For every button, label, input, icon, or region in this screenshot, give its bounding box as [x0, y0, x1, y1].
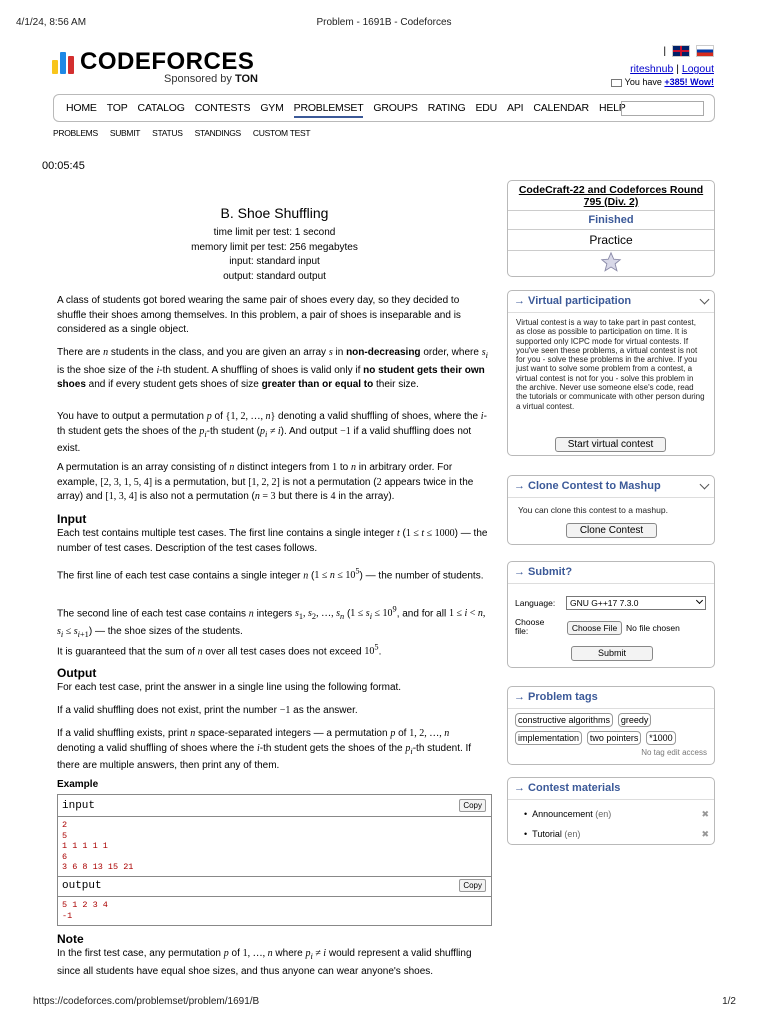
input-section-title: Input — [57, 512, 87, 526]
close-icon[interactable]: ✖ — [701, 809, 709, 819]
submit-button[interactable]: Submit — [571, 646, 653, 661]
nav-contests[interactable]: CONTESTS — [194, 102, 251, 114]
nav-home[interactable]: HOME — [66, 102, 97, 114]
copy-input-button[interactable]: Copy — [459, 799, 486, 812]
submit-title: → Submit? — [508, 562, 714, 584]
material-item[interactable]: • Tutorial (en) ✖ — [524, 829, 709, 839]
chevron-down-icon — [696, 597, 703, 604]
clone-contest-box — [507, 475, 715, 545]
messages-link[interactable]: +385! Wow! — [664, 77, 714, 87]
contest-materials-box — [507, 777, 715, 845]
user-area: | riteshnub | Logout You have +385! Wow! — [611, 45, 714, 87]
clone-contest-text: You can clone this contest to a mashup. — [518, 505, 668, 515]
sample-output-label: output — [62, 880, 102, 892]
contest-name-link[interactable]: CodeCraft-22 and Codeforces Round 795 (Div. 2) — [518, 184, 704, 208]
nav-gym[interactable]: GYM — [260, 102, 284, 114]
note-paragraph: In the first test case, any permutation p of 1, …, n where $p_i \ne i$ would represent a valid shuffling since all students have equal shoe sizes, and thus anyone can wear anyone's shoes. — [57, 948, 472, 977]
print-datetime: 4/1/24, 8:56 AM — [16, 17, 87, 28]
input-paragraph: Each test contains multiple test cases. The first line contains a single integer t (1 ≤ t ≤ 1000) — the number of test cases. Description of the test cases follows. — [57, 528, 488, 554]
virtual-participation-text: Virtual contest is a way to take part in past contest, as close as possible to participation on time. It is supported only ICPC mode for virtual contests. If you've seen these problems, a virtual contest is not for you - solve these problems in the archive. If you just want to solve some problem from a contest, a virtual contest is not for you - solve this problem in the archive. Never use someone else's code, read the tutorials or communicate with other person during a virtual contest. — [516, 318, 705, 411]
nav-groups[interactable]: GROUPS — [373, 102, 418, 114]
sample-output-text: 5 1 2 3 4 -1 — [62, 900, 108, 921]
sample-output-box — [57, 875, 492, 926]
start-virtual-contest-button[interactable]: Start virtual contest — [555, 437, 666, 452]
input-paragraph: The first line of each test case contains a single integer n $(1 \le n \le 10^5)$ — the number of students. — [57, 567, 484, 582]
problem-limits: time limit per test: 1 second memory limit per test: 256 megabytes input: standard input output: standard output — [191, 227, 358, 282]
favourite-star-icon[interactable] — [508, 251, 714, 275]
russian-flag-icon[interactable] — [696, 45, 714, 57]
choose-file-button[interactable]: Choose File — [567, 621, 622, 635]
nav-problemset[interactable]: PROBLEMSET — [294, 98, 364, 118]
practice-link[interactable]: Practice — [508, 230, 714, 251]
note-section-title: Note — [57, 932, 84, 946]
tag-greedy[interactable]: greedy — [618, 713, 652, 727]
statement-paragraph: There are n students in the class, and you are given an array s in non-decreasing order, where $s_i$ is the shoe size of the i-th student. A shuffling of shoes is valid only if no student gets their own shoes and if every student gets shoes of size greater than or equal to their size. — [57, 347, 488, 390]
codeforces-logo[interactable] — [52, 50, 254, 74]
virtual-participation-title: → Virtual participation — [514, 295, 632, 307]
output-paragraph: If a valid shuffling does not exist, print the number −1 as the answer. — [57, 705, 358, 716]
sample-input-box — [57, 794, 492, 877]
print-url: https://codeforces.com/problemset/problem/1691/B — [33, 996, 260, 1007]
sub-nav — [53, 128, 322, 138]
search-input[interactable] — [621, 101, 704, 116]
statement-paragraph: A permutation is an array consisting of n distinct integers from 1 to n in arbitrary order. For example, [2, 3, 1, 5, 4] is a permutation, but [1, 2, 2] is not a permutation (2 appears twice in the array) and [1, 3, 4] is also not a permutation (n = 3 but there is 4 in the array). — [57, 462, 474, 502]
nav-top[interactable]: TOP — [106, 102, 128, 114]
logout-link[interactable]: Logout — [681, 63, 714, 75]
sample-input-text: 2 5 1 1 1 1 1 6 3 6 8 13 15 21 — [62, 820, 134, 873]
print-title: Problem - 1691B - Codeforces — [316, 17, 452, 28]
output-paragraph: For each test case, print the answer in a single line using the following format. — [57, 682, 402, 693]
subnav-status[interactable]: STATUS — [152, 128, 183, 138]
virtual-participation-box — [507, 290, 715, 456]
statement-paragraph: A class of students got bored wearing the same pair of shoes every day, so they decided to shuffle their shoes among themselves. In this problem, a pair of shoes is inseparable and is considered as a single object. — [57, 295, 461, 335]
tags-note: No tag edit access — [641, 748, 707, 757]
nav-calendar[interactable]: CALENDAR — [533, 102, 589, 114]
problem-tags-box — [507, 686, 715, 765]
clone-contest-title: → Clone Contest to Mashup — [514, 480, 661, 492]
output-section-title: Output — [57, 666, 97, 680]
english-flag-icon[interactable] — [672, 45, 690, 57]
sample-input-label: input — [62, 800, 96, 812]
contest-box — [507, 180, 715, 277]
subnav-submit[interactable]: SUBMIT — [109, 128, 141, 138]
print-page: 1/2 — [722, 996, 736, 1007]
subnav-standings[interactable]: STANDINGS — [194, 128, 241, 138]
statement-paragraph: You have to output a permutation p of {1, 2, …, n} denoting a valid shuffling of shoes, where the i-th student gets the shoes of the $p_i-th$ student $(p_i \ne i)$. And output −1 if a valid shuffling does not exist. — [57, 411, 487, 454]
chevron-down-icon[interactable] — [700, 480, 710, 490]
copy-output-button[interactable]: Copy — [459, 879, 486, 892]
contest-materials-title: → Contest materials — [508, 778, 714, 800]
clone-contest-button[interactable]: Clone Contest — [566, 523, 657, 538]
problem-title: B. Shoe Shuffling — [220, 205, 329, 221]
user-handle-link[interactable]: riteshnub — [630, 63, 674, 75]
timer: 00:05:45 — [42, 160, 85, 172]
submit-box — [507, 561, 715, 668]
close-icon[interactable]: ✖ — [701, 829, 709, 839]
mail-icon — [611, 79, 622, 87]
sponsor-line: Sponsored by TON — [164, 73, 258, 85]
subnav-problems[interactable]: PROBLEMS — [53, 128, 98, 138]
tag-constructive-algorithms[interactable]: constructive algorithms — [515, 713, 613, 727]
nav-rating[interactable]: RATING — [427, 102, 466, 114]
tag-difficulty[interactable]: *1000 — [646, 731, 676, 745]
nav-catalog[interactable]: CATALOG — [137, 102, 185, 114]
tag-two-pointers[interactable]: two pointers — [587, 731, 642, 745]
language-label: Language: — [515, 598, 556, 608]
logo-bars-icon — [52, 52, 74, 74]
contest-status: Finished — [508, 211, 714, 230]
nav-help[interactable]: HELP — [598, 102, 626, 114]
nav-edu[interactable]: EDU — [475, 102, 498, 114]
input-paragraph: It is guaranteed that the sum of n over all test cases does not exceed $10^5$. — [57, 643, 382, 658]
problem-tags-title: → Problem tags — [508, 687, 714, 709]
nav-api[interactable]: API — [507, 102, 524, 114]
output-paragraph: If a valid shuffling exists, print n space-separated integers — a permutation p of 1, 2, …, n denoting a valid shuffling of shoes where the i-th student gets the shoes of the $p_i-th$ student. If there are multiple answers, then print any of them. — [57, 728, 472, 771]
subnav-custom-test[interactable]: CUSTOM TEST — [252, 128, 311, 138]
file-label: Choose file: — [515, 617, 545, 636]
chevron-down-icon[interactable] — [700, 295, 710, 305]
language-select[interactable]: GNU G++17 7.3.0 — [566, 596, 706, 610]
file-status: No file chosen — [626, 623, 680, 633]
main-nav — [53, 94, 715, 122]
material-item[interactable]: • Announcement (en) ✖ — [524, 809, 709, 819]
tag-implementation[interactable]: implementation — [515, 731, 582, 745]
input-paragraph: The second line of each test case contains n integers $s_1$, $s_2$, …, $s_n$ ($1 \le s_i \le 10^9$, and for all 1 ≤ i < n, $s_i \le s_{i+1}$) — the shoe sizes of the students. — [57, 605, 486, 639]
logo-text: CODEFORCES — [80, 48, 255, 75]
example-title: Example — [57, 779, 99, 790]
